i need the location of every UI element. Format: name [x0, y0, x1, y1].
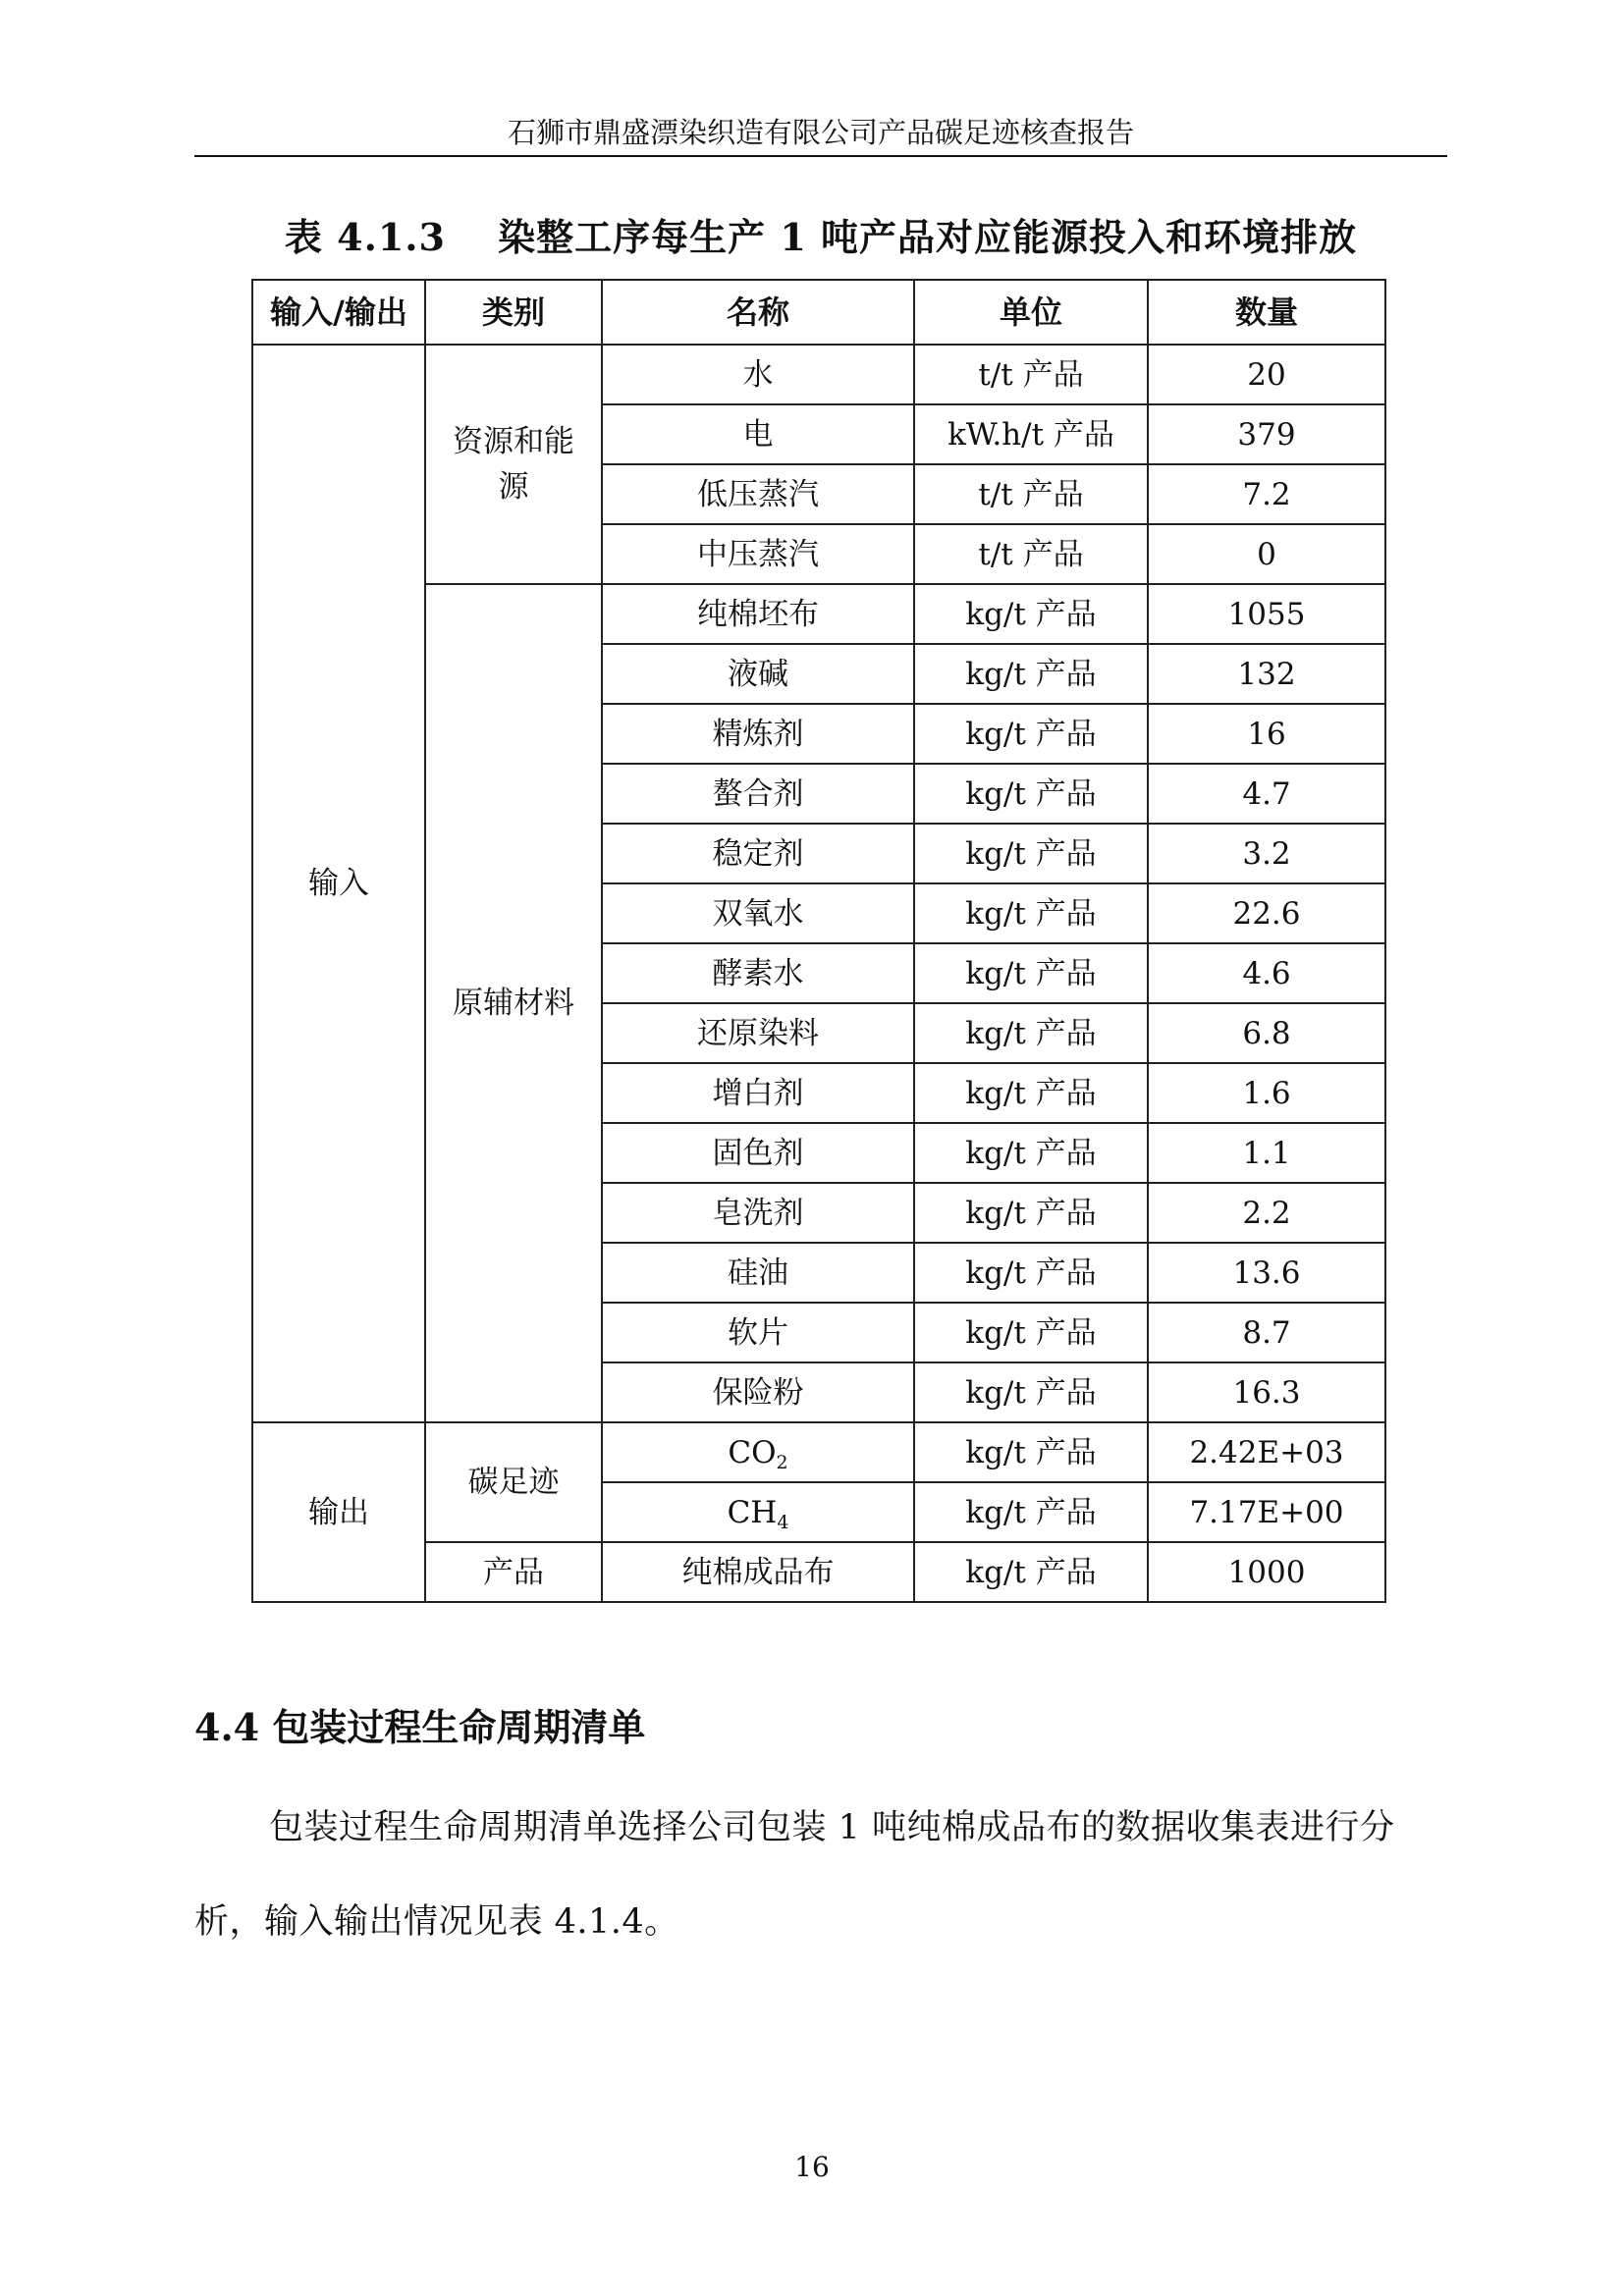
- item-unit: kW.h/t 产品: [914, 404, 1148, 464]
- item-unit: kg/t 产品: [914, 644, 1148, 704]
- item-quantity: 16: [1148, 704, 1385, 764]
- item-quantity: 1.6: [1148, 1063, 1385, 1123]
- page-number: 16: [794, 2151, 830, 2183]
- item-quantity: 2.2: [1148, 1183, 1385, 1243]
- item-quantity: 20: [1148, 345, 1385, 404]
- item-quantity: 379: [1148, 404, 1385, 464]
- item-name: 固色剂: [602, 1123, 914, 1183]
- item-quantity: 0: [1148, 524, 1385, 584]
- item-quantity: 4.6: [1148, 943, 1385, 1003]
- item-quantity: 8.7: [1148, 1303, 1385, 1362]
- body-paragraph: 包装过程生命周期清单选择公司包装 1 吨纯棉成品布的数据收集表进行分析，输入输出情况见表 4.1.4。: [194, 1808, 1395, 1942]
- item-quantity: 2.42E+03: [1148, 1422, 1385, 1482]
- item-quantity: 4.7: [1148, 764, 1385, 824]
- table-row: [252, 1422, 1385, 1482]
- item-quantity: 6.8: [1148, 1003, 1385, 1063]
- item-unit: kg/t 产品: [914, 1362, 1148, 1422]
- item-unit: t/t 产品: [914, 524, 1148, 584]
- column-header-io: 输入/输出: [252, 280, 425, 345]
- group-cell-output: 输出: [252, 1422, 425, 1602]
- column-header-quantity: 数量: [1148, 280, 1385, 345]
- item-unit: kg/t 产品: [914, 584, 1148, 644]
- item-name: 稳定剂: [602, 824, 914, 883]
- item-name: [602, 1422, 914, 1482]
- column-header-name: 名称: [602, 280, 914, 345]
- item-name: 皂洗剂: [602, 1183, 914, 1243]
- item-quantity: 132: [1148, 644, 1385, 704]
- item-unit: kg/t 产品: [914, 1243, 1148, 1303]
- item-quantity: 16.3: [1148, 1362, 1385, 1422]
- table-header-row: [252, 280, 1385, 345]
- item-quantity: 7.2: [1148, 464, 1385, 524]
- item-name: 双氧水: [602, 883, 914, 943]
- category-cell-materials: 原辅材料: [425, 584, 602, 1422]
- co2-formula-base: CO: [728, 1434, 777, 1470]
- column-header-unit: 单位: [914, 280, 1148, 345]
- item-name: 低压蒸汽: [602, 464, 914, 524]
- item-unit: kg/t 产品: [914, 883, 1148, 943]
- item-name: 中压蒸汽: [602, 524, 914, 584]
- item-quantity: 1055: [1148, 584, 1385, 644]
- group-cell-input: 输入: [252, 345, 425, 1422]
- item-quantity: 22.6: [1148, 883, 1385, 943]
- item-name: [602, 1482, 914, 1542]
- item-unit: kg/t 产品: [914, 943, 1148, 1003]
- ch4-formula-base: CH: [727, 1494, 778, 1530]
- category-cell-carbon: 碳足迹: [425, 1422, 602, 1542]
- item-unit: t/t 产品: [914, 464, 1148, 524]
- item-quantity: 1000: [1148, 1542, 1385, 1602]
- table-title: 表 4.1.3 染整工序每生产 1 吨产品对应能源投入和环境排放: [284, 215, 1358, 259]
- item-name: 纯棉坯布: [602, 584, 914, 644]
- item-name: 液碱: [602, 644, 914, 704]
- item-unit: kg/t 产品: [914, 1183, 1148, 1243]
- item-name: 纯棉成品布: [602, 1542, 914, 1602]
- item-unit: kg/t 产品: [914, 1123, 1148, 1183]
- table-row: [252, 345, 1385, 404]
- category-cell-resources: 资源和能源: [425, 345, 602, 584]
- ch4-formula-subscript: 4: [777, 1511, 789, 1533]
- item-name: 水: [602, 345, 914, 404]
- item-name: 保险粉: [602, 1362, 914, 1422]
- item-quantity: 7.17E+00: [1148, 1482, 1385, 1542]
- item-unit: kg/t 产品: [914, 1542, 1148, 1602]
- item-name: 增白剂: [602, 1063, 914, 1123]
- section-heading: 4.4 包装过程生命周期清单: [194, 1705, 646, 1749]
- item-unit: t/t 产品: [914, 345, 1148, 404]
- item-unit: kg/t 产品: [914, 704, 1148, 764]
- item-quantity: 3.2: [1148, 824, 1385, 883]
- item-name: 还原染料: [602, 1003, 914, 1063]
- co2-formula-subscript: 2: [776, 1451, 788, 1473]
- page-header: 石狮市鼎盛漂染织造有限公司产品碳足迹核查报告: [507, 116, 1134, 149]
- item-unit: kg/t 产品: [914, 824, 1148, 883]
- item-name: 电: [602, 404, 914, 464]
- category-cell-product: 产品: [425, 1542, 602, 1602]
- column-header-category: 类别: [425, 280, 602, 345]
- item-unit: kg/t 产品: [914, 1422, 1148, 1482]
- item-quantity: 1.1: [1148, 1123, 1385, 1183]
- item-name: 螯合剂: [602, 764, 914, 824]
- item-unit: kg/t 产品: [914, 764, 1148, 824]
- item-unit: kg/t 产品: [914, 1303, 1148, 1362]
- item-name: 硅油: [602, 1243, 914, 1303]
- item-quantity: 13.6: [1148, 1243, 1385, 1303]
- item-name: 酵素水: [602, 943, 914, 1003]
- energy-emission-table: [251, 279, 1386, 1603]
- item-name: 软片: [602, 1303, 914, 1362]
- item-name: 精炼剂: [602, 704, 914, 764]
- item-unit: kg/t 产品: [914, 1003, 1148, 1063]
- header-divider: [194, 155, 1447, 157]
- item-unit: kg/t 产品: [914, 1482, 1148, 1542]
- item-unit: kg/t 产品: [914, 1063, 1148, 1123]
